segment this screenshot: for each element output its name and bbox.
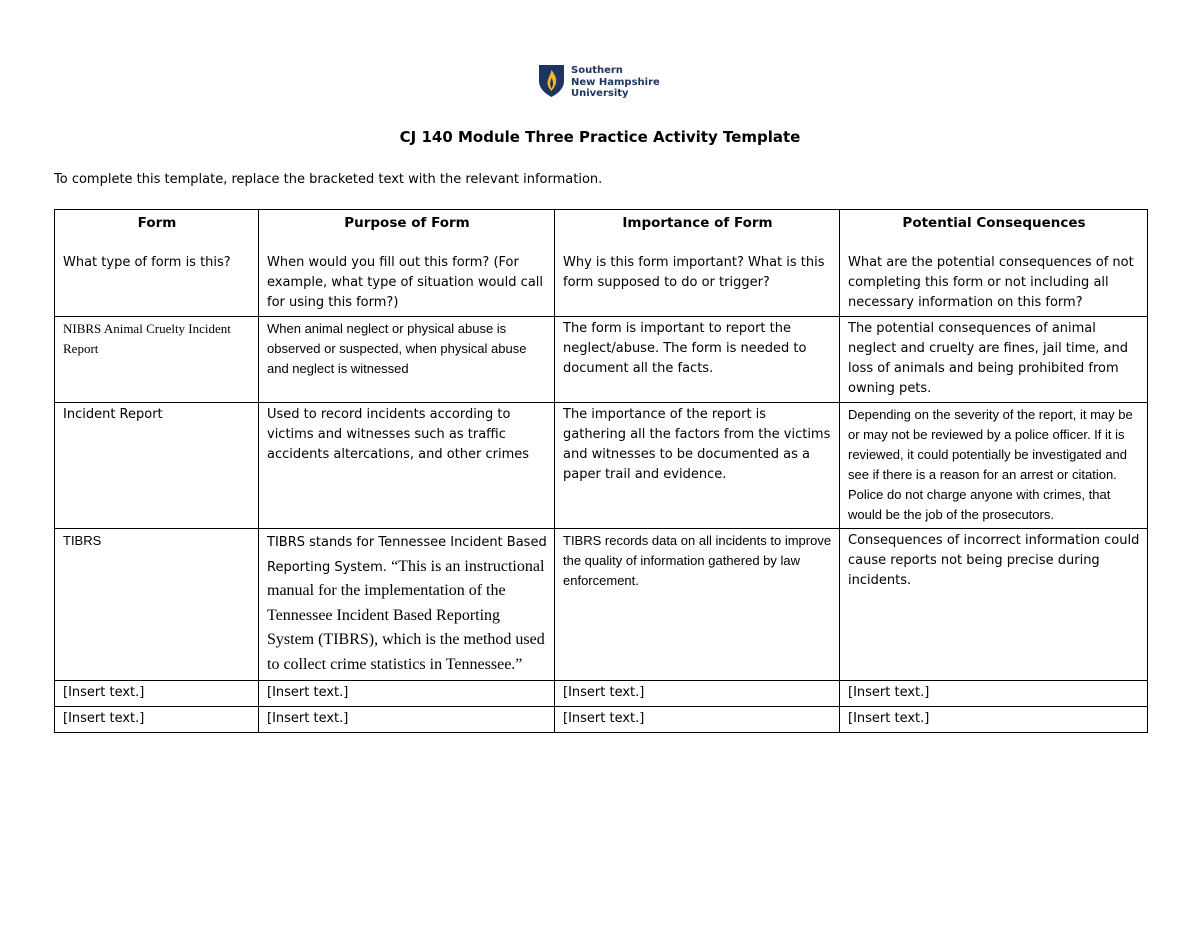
table-cell[interactable]: NIBRS Animal Cruelty Incident Report [55, 317, 259, 403]
table-cell[interactable]: Depending on the severity of the report, it may be or may not be reviewed by a police officer. If it is reviewed, it could potentially be investigated and see if there is a reason for an arrest or citation. Police do not charge anyone with crimes, that would be the job of the prosecutors. [840, 403, 1148, 529]
placeholder-cell[interactable]: [Insert text.] [259, 707, 555, 733]
table-cell[interactable]: TIBRS [55, 529, 259, 681]
column-question: What are the potential consequences of not completing this form or not including all necessary information on this form? [848, 255, 1134, 310]
placeholder-cell[interactable]: [Insert text.] [840, 681, 1148, 707]
table-row [55, 317, 1148, 403]
logo-line: Southern [571, 65, 623, 76]
table-cell[interactable]: The importance of the report is gathering all the factors from the victims and witnesses to be documented as a paper trail and evidence. [555, 403, 840, 529]
column-title: Importance of Form [622, 215, 773, 231]
placeholder-cell[interactable]: [Insert text.] [840, 707, 1148, 733]
cell-lead-text: TIBRS stands for Tennessee Incident Based Reporting System. [267, 535, 547, 575]
snhu-logo [538, 64, 660, 100]
logo-line: University [571, 88, 629, 99]
column-title: Purpose of Form [344, 215, 470, 231]
table-cell[interactable]: Consequences of incorrect information could cause reports not being precise during incidents. [840, 529, 1148, 681]
header-cell-consequences [840, 210, 1148, 317]
header-cell-form [55, 210, 259, 317]
column-question: Why is this form important? What is this form supposed to do or trigger? [563, 255, 825, 290]
placeholder-cell[interactable]: [Insert text.] [55, 681, 259, 707]
table-header-row [55, 210, 1148, 317]
table-row [55, 529, 1148, 681]
placeholder-cell[interactable]: [Insert text.] [55, 707, 259, 733]
header-cell-importance [555, 210, 840, 317]
table-cell[interactable]: The form is important to report the neglect/abuse. The form is needed to document all the facts. [555, 317, 840, 403]
shield-flame-icon [538, 64, 565, 98]
placeholder-cell[interactable]: [Insert text.] [259, 681, 555, 707]
table-cell[interactable]: Used to record incidents according to victims and witnesses such as traffic accidents altercations, and other crimes [259, 403, 555, 529]
page-title: CJ 140 Module Three Practice Activity Template [399, 128, 801, 146]
header-cell-purpose [259, 210, 555, 317]
logo-wordmark [571, 65, 660, 100]
cell-quote-text: “This is an instructional manual for the implementation of the Tennessee Incident Based Reporting System (TIBRS), which is the method used to collect crime statistics in Tennessee.” [267, 557, 545, 673]
table-row [55, 403, 1148, 529]
placeholder-cell[interactable]: [Insert text.] [555, 707, 840, 733]
logo-line: New Hampshire [571, 76, 660, 88]
table-cell[interactable]: Incident Report [55, 403, 259, 529]
table-row [55, 707, 1148, 733]
table-cell[interactable]: The potential consequences of animal neglect and cruelty are fines, jail time, and loss of animals and being prohibited from owning pets. [840, 317, 1148, 403]
instructions-text: To complete this template, replace the bracketed text with the relevant information. [54, 172, 603, 187]
table-cell[interactable] [259, 529, 555, 681]
column-question: When would you fill out this form? (For example, what type of situation would call for using this form?) [267, 255, 544, 310]
column-title: Potential Consequences [902, 215, 1086, 231]
activity-table [54, 209, 1148, 733]
table-row [55, 681, 1148, 707]
table-cell[interactable]: TIBRS records data on all incidents to improve the quality of information gathered by law enforcement. [555, 529, 840, 681]
table-cell[interactable]: When animal neglect or physical abuse is observed or suspected, when physical abuse and neglect is witnessed [259, 317, 555, 403]
placeholder-cell[interactable]: [Insert text.] [555, 681, 840, 707]
column-title: Form [137, 215, 177, 231]
column-question: What type of form is this? [63, 255, 231, 270]
